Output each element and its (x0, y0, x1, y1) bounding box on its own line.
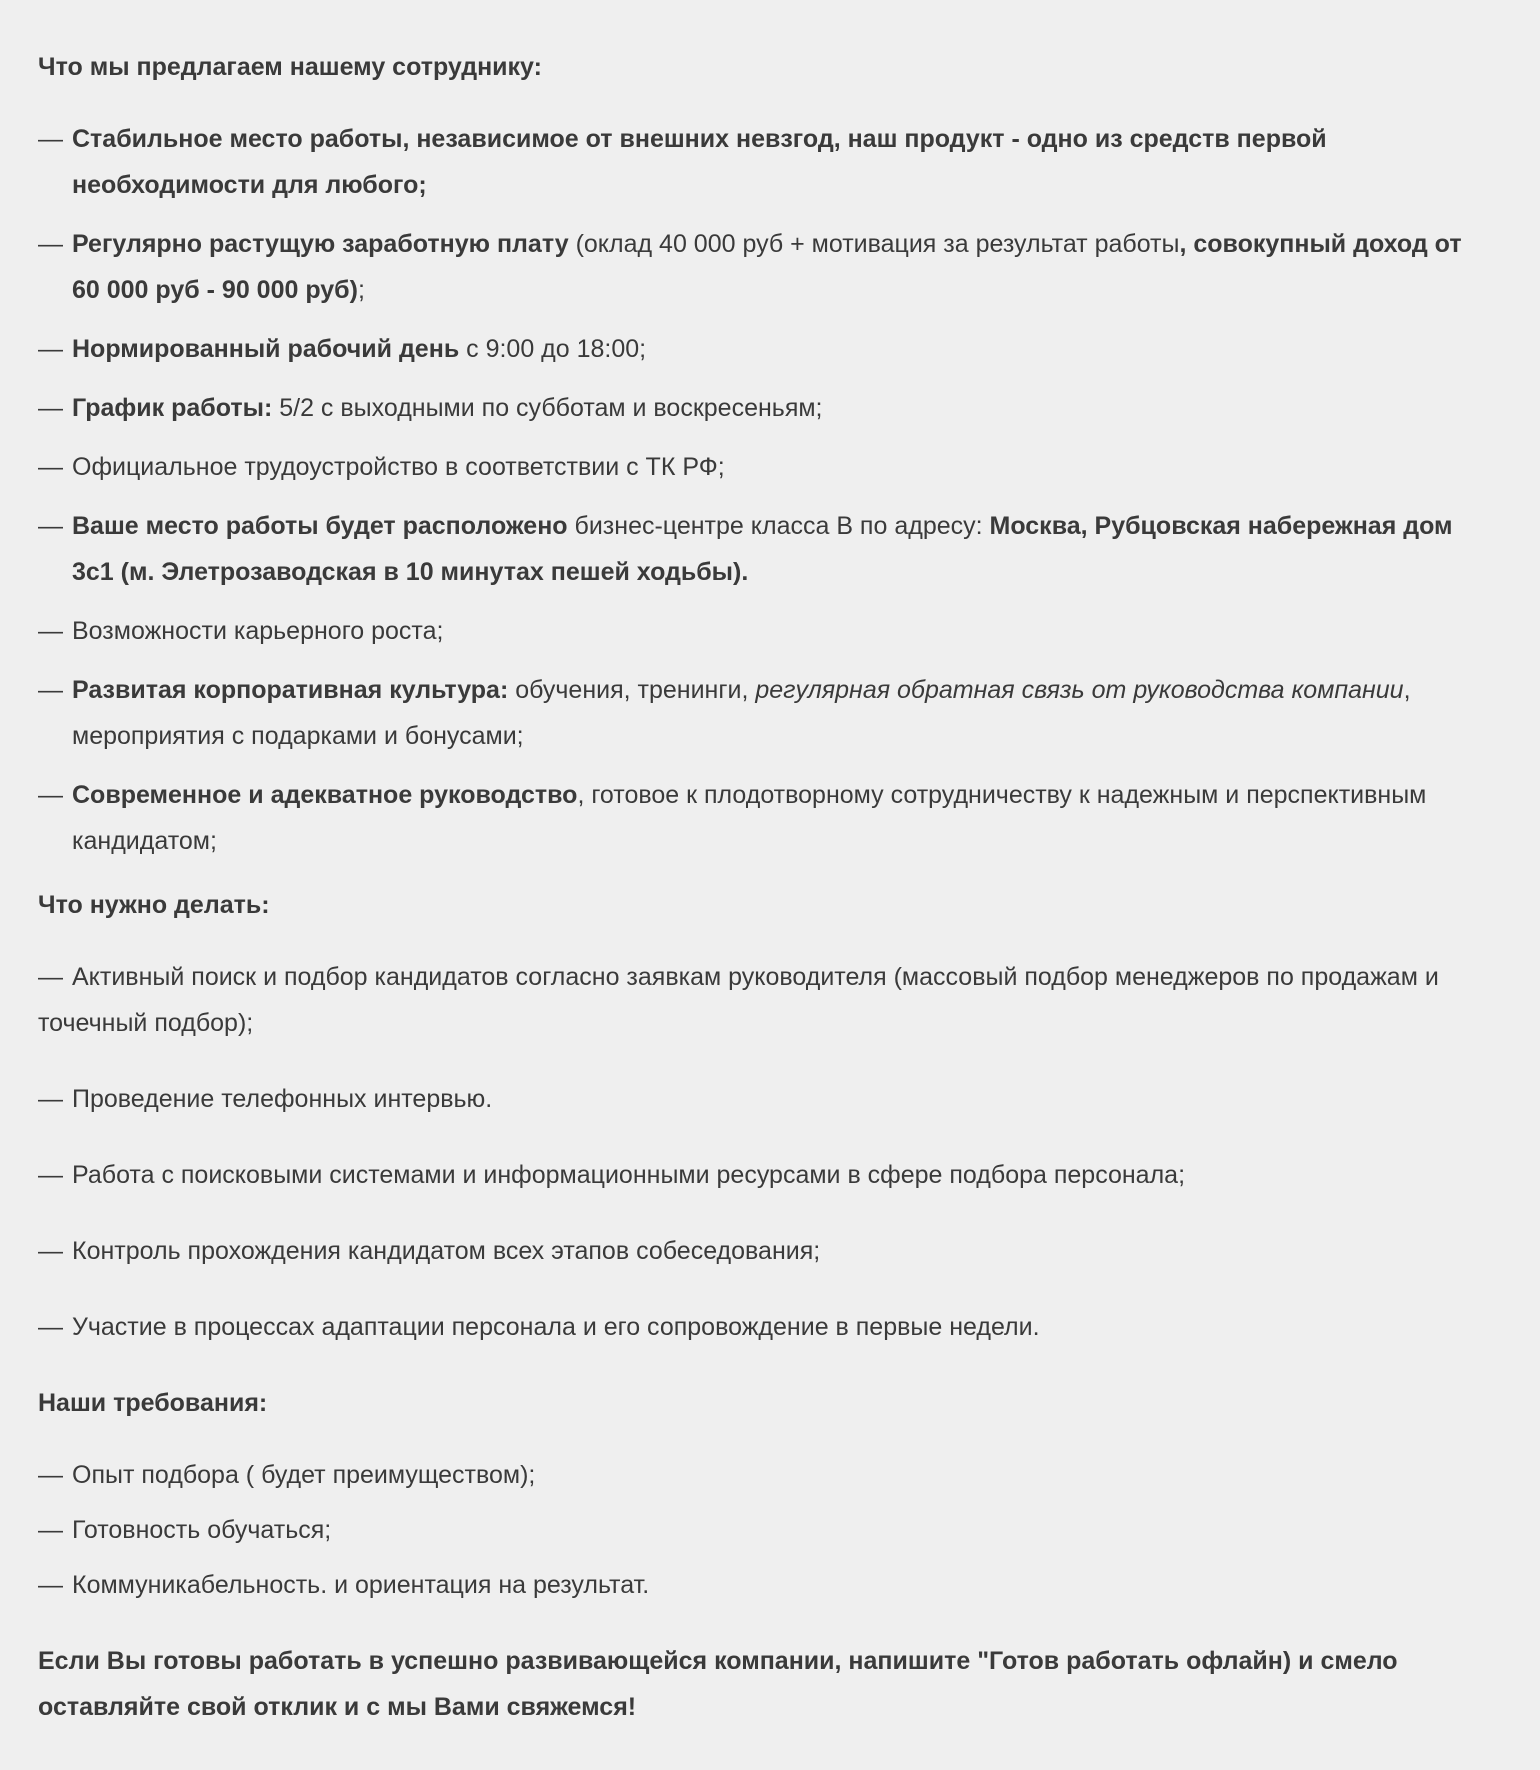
text-segment: Официальное трудоустройство в соответствии с ТК РФ; (72, 453, 725, 481)
duties-paragraphs (38, 954, 1484, 1350)
paragraph-item (38, 1076, 1484, 1122)
dash-marker: — (38, 230, 63, 258)
dash-marker: — (38, 512, 63, 540)
text-segment: Нормированный рабочий день (72, 335, 460, 363)
paragraph-item (38, 1228, 1484, 1274)
list-item (38, 221, 1484, 313)
text-segment: бизнес-центре класса В по адресу: (567, 512, 990, 540)
offer-list (38, 116, 1484, 864)
text-segment: Регулярно растущую заработную плату (72, 230, 576, 258)
text-segment: Развитая корпоративная культура: (72, 676, 509, 704)
dash-marker: — (38, 1161, 63, 1189)
dash-marker: — (38, 1085, 63, 1113)
text-segment: Если Вы готовы работать в успешно развивающейся компании, напишите "Готов работать офлайн) и смело оставляйте свой отклик и с мы Вами свяжемся! (38, 1647, 1398, 1721)
dash-marker: — (38, 1516, 63, 1544)
text-segment: , совокупный доход от 60 000 руб - 90 000 руб) (72, 230, 1462, 304)
text-segment: Опыт подбора ( будет преимуществом); (72, 1461, 536, 1489)
text-segment: Активный поиск и подбор кандидатов согласно заявкам руководителя (массовый подбор менеджеров по продажам и точечный подбор); (38, 963, 1439, 1037)
text-segment: регулярная обратная связь от руководства компании (755, 676, 1404, 704)
list-item (38, 1452, 1484, 1498)
list-item (38, 772, 1484, 864)
section-offer-heading: Что мы предлагаем нашему сотруднику: (38, 53, 542, 81)
paragraph-item (38, 1304, 1484, 1350)
dash-marker: — (38, 963, 63, 991)
dash-marker: — (38, 1571, 63, 1599)
paragraph-item (38, 954, 1484, 1046)
dash-marker: — (38, 1461, 63, 1489)
list-item (38, 1562, 1484, 1608)
text-segment: Проведение телефонных интервью. (72, 1085, 493, 1113)
text-segment: , готовое к плодотворному сотрудничеству к надежным и перспективным кандидатом; (72, 781, 1427, 855)
section-requirements (38, 1380, 1484, 1608)
list-item (38, 1507, 1484, 1553)
paragraph-item (38, 1152, 1484, 1198)
text-segment: Ваше место работы будет расположено (72, 512, 568, 540)
text-segment: Возможности карьерного роста; (72, 617, 444, 645)
dash-marker: — (38, 617, 63, 645)
dash-marker: — (38, 676, 63, 704)
dash-marker: — (38, 394, 63, 422)
dash-marker: — (38, 781, 63, 809)
list-item (38, 385, 1484, 431)
requirements-list (38, 1452, 1484, 1608)
text-segment: ; (357, 276, 365, 304)
dash-marker: — (38, 1237, 63, 1265)
dash-marker: — (38, 125, 63, 153)
text-segment: Коммуникабельность. и ориентация на результат. (72, 1571, 650, 1599)
text-segment: , мероприятия с подарками и бонусами; (72, 676, 1411, 750)
text-segment: Стабильное место работы, независимое от внешних невзгод, наш продукт - одно из средств первой необходимости для любого; (72, 125, 1327, 199)
text-segment: Москва, Рубцовская набережная дом 3с1 (м. Элетрозаводская в 10 минутах пешей ходьбы). (72, 512, 1453, 586)
dash-marker: — (38, 1313, 63, 1341)
list-item (38, 503, 1484, 595)
text-segment: (оклад 40 000 руб + мотивация за результат работы (575, 230, 1180, 258)
list-item (38, 116, 1484, 208)
text-segment: Контроль прохождения кандидатом всех этапов собеседования; (72, 1237, 821, 1265)
text-segment: Работа с поисковыми системами и информационными ресурсами в сфере подбора персонала; (72, 1161, 1186, 1189)
section-requirements-heading: Наши требования: (38, 1389, 268, 1417)
section-duties (38, 882, 1484, 1350)
closing-paragraph (38, 1638, 1484, 1730)
section-duties-heading: Что нужно делать: (38, 891, 270, 919)
text-segment: График работы: (72, 394, 273, 422)
text-segment: обучения, тренинги, (508, 676, 756, 704)
list-item (38, 667, 1484, 759)
text-segment: с 9:00 до 18:00; (459, 335, 647, 363)
dash-marker: — (38, 335, 63, 363)
dash-marker: — (38, 453, 63, 481)
list-item (38, 444, 1484, 490)
text-segment: 5/2 с выходными по субботам и воскресеньям; (272, 394, 823, 422)
text-segment: Современное и адекватное руководство (72, 781, 578, 809)
vacancy-description (38, 44, 1484, 1730)
text-segment: Готовность обучаться; (72, 1516, 332, 1544)
section-offer (38, 44, 1484, 864)
list-item (38, 326, 1484, 372)
list-item (38, 608, 1484, 654)
text-segment: Участие в процессах адаптации персонала и его сопровождение в первые недели. (72, 1313, 1040, 1341)
